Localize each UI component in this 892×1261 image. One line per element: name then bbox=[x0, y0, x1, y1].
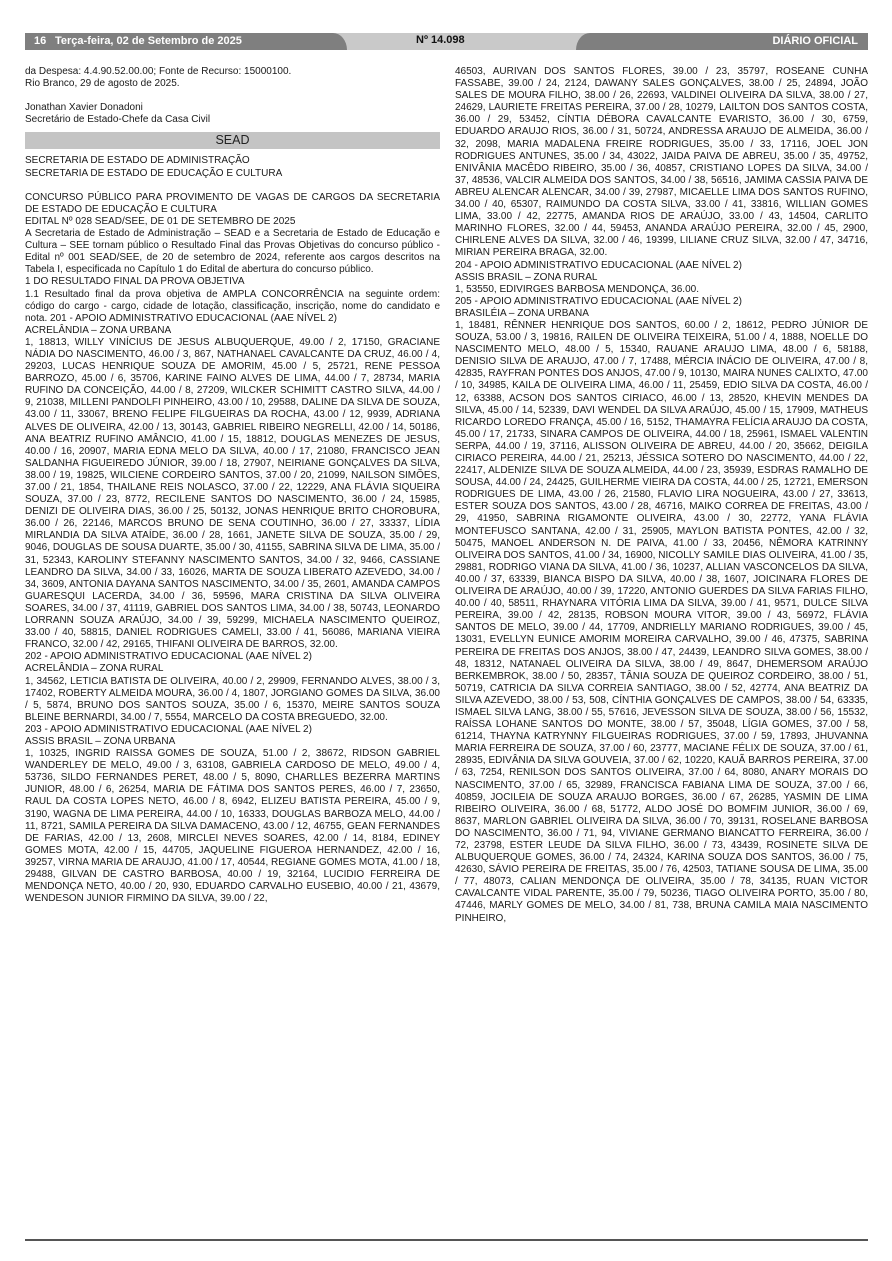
concurso-title: CONCURSO PÚBLICO PARA PROVIMENTO DE VAGAS DE CARGOS DA SECRETARIA DE ESTADO DE EDUCAÇÃO E CULTURA bbox=[25, 191, 440, 215]
right-column bbox=[455, 66, 868, 925]
zone-label: ACRELÂNDIA – ZONA RURAL bbox=[25, 663, 164, 675]
page-number: 16 bbox=[34, 35, 47, 47]
zone-label: BRASILÉIA – ZONA URBANA bbox=[455, 307, 589, 319]
org-line-sead: SECRETARIA DE ESTADO DE ADMINISTRAÇÃO bbox=[25, 155, 250, 167]
candidate-list: 1, 34562, LETICIA BATISTA DE OLIVEIRA, 40.00 / 2, 29909, FERNANDO ALVES, 38.00 / 3, 17402, ROBERTY ALMEIDA MOURA, 36.00 / 4, 1807, JORGIANO GOMES DA SILVA, 36.00 / 5, 5874, BRUNO DOS SANTOS SOUZA, 35.00 / 6, 15370, MEIRE SANTOS SOUZA BLEINE BERNARDI, 34.00 / 7, 5554, MARCELO DA COSTA BREGUEDO, 32.00. bbox=[25, 675, 440, 723]
candidate-list: 1, 53550, EDIVIRGES BARBOSA MENDONÇA, 36.00. bbox=[455, 283, 699, 295]
signer-role: Secretário de Estado-Chefe da Casa Civil bbox=[25, 114, 211, 126]
intro-paragraph: A Secretaria de Estado de Administração – SEAD e a Secretaria de Estado de Educação e Cultura – SEE tornam público o Resultado Final das Provas Objetivas do concurso público - Edital nº 001 SEAD/SEE, de 20 de setembro de 2024, referente aos cargos descritos na Tabela I, especificada no Capítulo 1 do Edital de abertura do concurso público. bbox=[25, 228, 440, 276]
candidate-list: 46503, AURIVAN DOS SANTOS FLORES, 39.00 / 23, 35797, ROSEANE CUNHA FASSABE, 39.00 / 24, 2124, DAWANY SALES GONÇALVES, 38.00 / 25, 24894, JOÃO SALES DE MOURA FILHO, 38.00 / 26, 22693, VALDINEI OLIVEIRA DA SILVA, 38.00 / 27, 24629, LAURIETE FREITAS PEREIRA, 37.00 / 28, 10279, LAILTON DOS SANTOS COSTA, 36.00 / 29, 53452, CÍNTIA DÉBORA CAVALCANTE EVARISTO, 36.00 / 30, 6759, EDUARDO ARAUJO RIOS, 36.00 / 31, 50724, ANDRESSA ARAUJO DE ALMEIDA, 36.00 / 32, 2098, MARIA MADALENA FREIRE RODRIGUES, 35.00 / 33, 17116, JOEL JON RODRIGUES ANTUNES, 35.00 / 34, 43022, JAIDA PAIVA DE ABREU, 35.00 / 35, 49752, ENIVÂNIA MACÊDO RIBEIRO, 35.00 / 36, 40857, CRISTIANO LOPES DA SILVA, 34.00 / 37, 48536, VALCIR ALMEIDA DOS SANTOS, 34.00 / 38, 56516, JAMIMA CASSIA PAIVA DE ABREU ALENCAR ALENCAR, 34.00 / 39, 27987, MICAELLE LIMA DOS SANTOS RUFINO, 34.00 / 40, 65307, RAIMUNDO DA COSTA SILVA, 33.00 / 41, 33816, WILLIAN GOMES LIMA, 33.00 / 42, 22775, AMANDA RIOS DE ARAÚJO, 33.00 / 43, 14504, CARLITO MARINHO FLORES, 32.00 / 44, 59453, ANANDA ARAÚJO PEREIRA, 32.00 / 45, 2900, CHIRLENE ALVES DA SILVA, 32.00 / 46, 19399, LILIANE CRUZ SILVA, 32.00 / 47, 34716, MIRIAN PEREIRA BRAGA, 32.00. bbox=[455, 66, 868, 259]
candidate-list: 1, 10325, INGRID RAISSA GOMES DE SOUZA, 51.00 / 2, 38672, RIDSON GABRIEL WANDERLEY DE MELO, 49.00 / 3, 63108, GABRIELA CARDOSO DE MELO, 49.00 / 4, 53736, SILDO FERNANDES PERET, 48.00 / 5, 8090, CHARLLES BEZERRA MARTINS JUNIOR, 48.00 / 6, 26254, MARIA DE FÁTIMA DOS SANTOS PERES, 46.00 / 7, 23650, RAUL DA COSTA LOPES NETO, 46.00 / 8, 6942, ELIZEU BATISTA PEREIRA, 45.00 / 9, 3190, WAGNA DE LIMA PEREIRA, 44.00 / 10, 16333, DOUGLAS BARBOZA MELO, 44.00 / 11, 8721, SAMILA PEREIRA DA SILVA DAMACENO, 43.00 / 12, 46755, GEAN FERNANDES DE FARIAS, 42.00 / 13, 2608, MIRCLEI NEVES SOARES, 42.00 / 14, 8184, EDINEY GOMES MOTA, 42.00 / 15, 44705, JAQUELINE FIGUEROA HERNANDEZ, 42.00 / 16, 39257, VIRNA MARIA DE ARAUJO, 41.00 / 17, 40544, REGIANE GOMES MOTA, 41.00 / 18, 29488, GILVAN DE CASTRO BARBOSA, 40.00 / 19, 32164, LUCIDIO FERREIRA DE MENDONÇA NETO, 40.00 / 20, 930, EDUARDO CARVALHO EUSEBIO, 40.00 / 21, 43679, WENDESON JUNIOR FIRMINO DA SILVA, 39.00 / 22, bbox=[25, 748, 440, 905]
candidate-list: 1, 18813, WILLY VINÍCIUS DE JESUS ALBUQUERQUE, 49.00 / 2, 17150, GRACIANE NÁDIA DO NASCIMENTO, 46.00 / 3, 867, NATHANAEL CAVALCANTE DA CRUZ, 46.00 / 4, 29203, LUCAS HENRIQUE SOUZA DE AMORIM, 45.00 / 5, 25721, RENE PESSOA BARROZO, 45.00 / 6, 35706, KARINE FAINO ALVES DE LIMA, 44.00 / 7, 28734, MARIA RUFINO DA CONCEIÇÃO, 44.00 / 8, 27209, WILCKER SCHIMITT CASTRO SILVA, 44.00 / 9, 21038, MILLENI PANDOLFI PINHEIRO, 43.00 / 10, 29588, DALINE DA SILVA DE SOUZA, 43.00 / 11, 33067, BRENO FELIPE FILGUEIRAS DA ROCHA, 43.00 / 12, 9939, ADRIANA ALVES DE OLIVEIRA, 42.00 / 13, 30143, GABRIEL RIBEIRO NEGRELLI, 42.00 / 14, 50186, ANA BEATRIZ RUFINO AMÂNCIO, 41.00 / 15, 18812, DOUGLAS MENEZES DE JESUS, 40.00 / 16, 20907, MARIA EDNA MELO DA SILVA, 40.00 / 17, 21080, FRANCISCO JEAN SALDANHA FIGUEIREDO JÚNIOR, 39.00 / 18, 27907, NEIRIANE GONÇALVES DA SILVA, 38.00 / 19, 19825, WILCIENE CORDEIRO SANTOS, 37.00 / 20, 21099, NAILSON SIMÕES, 37.00 / 21, 1854, THAILANE REIS NOLASCO, 37.00 / 22, 12229, ANA FLÁVIA SIQUEIRA SOUZA, 37.00 / 23, 8772, RECILENE SANTOS DO NASCIMENTO, 36.00 / 24, 15985, DENIZI DE OLIVEIRA DIAS, 36.00 / 25, 50132, JONAS HENRIQUE BRITO CHOROBURA, 36.00 / 26, 22146, MARCOS BRUNO DE SENA COUTINHO, 36.00 / 27, 33337, LÍDIA MIRLANDIA DA SILVA ATAÍDE, 36.00 / 28, 1661, JANETE SILVA DE SOUZA, 35.00 / 29, 9046, DOUGLAS DE SOUSA DUARTE, 35.00 / 30, 41155, SABRINA SILVA DE LIMA, 35.00 / 31, 52343, KAROLINY STEFANNY NASCIMENTO SANTOS, 34.00 / 32, 9466, CASSIANE LEANDRO DA SILVA, 34.00 / 33, 16026, MARTA DE SOUZA LIBERATO AZEVEDO, 34.00 / 34, 3609, ANTONIA DAYANA SANTOS NASCIMENTO, 34.00 / 35, 2601, AMANDA CAMPOS GUARESQUI LACERDA, 34.00 / 36, 59596, MARA CRISTINA DA SILVA OLIVEIRA SOARES, 34.00 / 37, 41119, GABRIEL DOS SANTOS LIMA, 34.00 / 38, 50743, LEONARDO LORRANN SOUZA ARAÚJO, 34.00 / 39, 59299, MICHAELA NASCIMENTO QUEIROZ, 33.00 / 40, 58815, DANIEL RODRIGUES CAMELI, 33.00 / 41, 56086, MARIANA VIEIRA FRANCO, 32.00 / 42, 29165, THIFANI OLIVEIRA DE BARROS, 32.00. bbox=[25, 336, 440, 651]
place-date-line: Rio Branco, 29 de agosto de 2025. bbox=[25, 78, 180, 90]
zone-label: ACRELÂNDIA – ZONA URBANA bbox=[25, 324, 172, 336]
candidate-list: 1, 18481, RÊNNER HENRIQUE DOS SANTOS, 60.00 / 2, 18612, PEDRO JÚNIOR DE SOUZA, 53.00 / 3, 19816, RAILEN DE OLIVEIRA TEIXEIRA, 51.00 / 4, 1888, NOELLE DO NASCIMENTO MELO, 48.00 / 5, 15340, RAUANE ARAUJO LIMA, 48.00 / 6, 58188, DENISIO SILVA DE ARAUJO, 47.00 / 7, 17488, MÉRCIA INÁCIO DE OLIVEIRA, 47.00 / 8, 42835, RAYFRAN PONTES DOS ANJOS, 47.00 / 9, 10130, MAIRA NUNES CALIXTO, 47.00 / 10, 34985, KAILA DE OLIVEIRA LIMA, 46.00 / 11, 25459, EDIO SILVA DA COSTA, 46.00 / 12, 63388, ACSON DOS SANTOS CIRIACO, 46.00 / 13, 28520, KHEVIN MENDES DA SILVA, 45.00 / 14, 52339, DAVI WENDEL DA SILVA ARAÚJO, 45.00 / 15, 17909, MATHEUS RICARDO LOREDO FRANÇA, 45.00 / 16, 5152, THAMAYRA FELÍCIA ARAUJO DA COSTA, 45.00 / 17, 21733, SINARA CAMPOS DE OLIVEIRA, 44.00 / 18, 25961, ISMAEL VALENTIN SERPA, 44.00 / 19, 37116, ALISSON OLIVEIRA DE ABREU, 44.00 / 20, 35662, DEIGILA CIRIACO PEREIRA, 44.00 / 21, 25213, JÉSSICA SOTERO DO NASCIMENTO, 44.00 / 22, 22417, ALDENIZE SILVA DE SOUZA ALMEIDA, 44.00 / 23, 35939, ESDRAS RAMALHO DE SOUSA, 44.00 / 24, 24425, GUILHERME VIEIRA DA COSTA, 44.00 / 25, 12721, EMERSON RODRIGUES DE LIMA, 43.00 / 26, 21580, FLAVIO LIRA NOGUEIRA, 43.00 / 27, 33613, ESTER SOUZA DOS SANTOS, 43.00 / 28, 46716, MAIKO CORREA DE FREITAS, 43.00 / 29, 41950, SABRINA RIGAMONTE OLIVEIRA, 43.00 / 30, 22772, YANA FLÁVIA MONTEFUSCO SANTANA, 42.00 / 31, 25905, MAYLON BATISTA PONTES, 42.00 / 32, 50475, MANOEL ANDERSON N. DE PAIVA, 41.00 / 33, 20456, NÊMORA KATRINNY OLIVEIRA DOS SANTOS, 41.00 / 34, 16900, NICOLLY SAMILE DIAS OLIVEIRA, 41.00 / 35, 29881, RODRIGO VIANA DA SILVA, 41.00 / 36, 10237, ALLIAN VASCONCELOS DA SILVA, 40.00 / 37, 63339, BIANCA BISPO DA SILVA, 40.00 / 38, 1607, JOICINARA FLORES DE OLIVEIRA DE ARAÚJO, 40.00 / 39, 17220, ANTONIO GUERDES DA SILVA FARIAS FILHO, 40.00 / 40, 58511, RHAYNARA VITÓRIA LIMA DA SILVA, 39.00 / 41, 9571, DULCE SILVA PEREIRA, 39.00 / 42, 28135, ROBSON MOURA VITOR, 39.00 / 43, 56972, FLÁVIA SANTOS DE MELO, 39.00 / 44, 17709, ANDRIELLY MARIANO RODRIGUES, 39.00 / 45, 13031, EVELLYN EUNICE AMORIM MOREIRA CARVALHO, 39.00 / 46, 47375, SABRINA PEREIRA DE FREITAS DOS ANJOS, 38.00 / 47, 24439, LEANDRO SILVA GOMES, 38.00 / 48, 18312, NATANAEL OLIVEIRA DA SILVA, 38.00 / 49, 8647, DHEMERSOM ARAÚJO BERKEMBROK, 38.00 / 50, 28357, TÂNIA SOUZA DE QUEIROZ CORDEIRO, 38.00 / 51, 50719, CATRICIA DA SILVA CORREIA SANTIAGO, 38.00 / 52, 42774, ANA BEATRIZ DA SILVA AZEVEDO, 38.00 / 53, 508, CÍNTHIA GONÇALVES DE CAMPOS, 38.00 / 54, 63335, ISMAEL SILVA LANG, 38.00 / 55, 57616, JEVESSON SILVA DE SOUZA, 38.00 / 56, 15532, RAÍSSA LOHANE SANTOS DO MONTE, 38.00 / 57, 35048, LÍGIA GOMES, 37.00 / 58, 61214, THAYNA KATRYNNY FILGUEIRAS RODRIGUES, 37.00 / 59, 17893, JHUVANNA MARIA FERREIRA DE SOUZA, 37.00 / 60, 23777, MACIANE FÉLIX DE SOUZA, 37.00 / 61, 28935, EDIVÂNIA DA SILVA GOUVEIA, 37.00 / 62, 10220, KAUÃ BARROS PEREIRA, 37.00 / 63, 7254, RENILSON DOS SANTOS OLIVEIRA, 37.00 / 64, 8080, ANARY MORAIS DO NASCIMENTO, 37.00 / 65, 32989, FRANCISCA FABIANA LIMA DE SOUZA, 37.00 / 66, 40859, JOCILEIA DE SOUZA ARAUJO BORGES, 36.00 / 67, 26285, YASMIN DE LIMA RIBEIRO OLIVEIRA, 36.00 / 68, 51772, ALDO JOSÉ DO BOMFIM JUNIOR, 36.00 / 69, 8637, MARLON GABRIEL OLIVEIRA DA SILVA, 36.00 / 70, 39131, ROSELANE BARBOSA DO NASCIMENTO, 36.00 / 71, 94, VIVIANE GERMANO BIANCATTO FERREIRA, 36.00 / 72, 23798, ESTER LEUDE DA SILVA FILHO, 36.00 / 73, 43439, ROSINETE SILVA DE ALBUQUERQUE GOMES, 36.00 / 74, 24324, KARINA SOUZA DOS SANTOS, 36.00 / 75, 42630, SÁVIO PEREIRA DE FREITAS, 35.00 / 76, 42503, TATIANE SOUSA DE LIMA, 35.00 / 77, 48073, CALIAN MENDONÇA DE OLIVEIRA, 35.00 / 78, 34135, RUAN VICTOR CAVALCANTE VIDAL PARENTE, 35.00 / 79, 50236, TIAGO OLIVEIRA PORTO, 35.00 / 80, 47446, MARLY GOMES DE MELO, 34.00 / 81, 738, BRUNA CAMILA MAIA NASCIMENTO PINHEIRO, bbox=[455, 319, 868, 924]
zone-label: ASSIS BRASIL – ZONA URBANA bbox=[25, 735, 176, 747]
left-column bbox=[25, 66, 440, 905]
footer-rule bbox=[25, 1239, 868, 1241]
cargo-heading: 203 - APOIO ADMINISTRATIVO EDUCACIONAL (AAE NÍVEL 2) bbox=[25, 723, 312, 735]
item-paragraph: 1.1 Resultado final da prova objetiva de AMPLA CONCORRÊNCIA na seguinte ordem: código do cargo - cargo, cidade de lotação, classificação, inscrição, nome do candidato e nota. 201 - APOIO ADMINISTRATIVO EDUCACIONAL (AAE NÍVEL 2) bbox=[25, 288, 440, 324]
cargo-heading: 202 - APOIO ADMINISTRATIVO EDUCACIONAL (AAE NÍVEL 2) bbox=[25, 651, 312, 663]
signer-name: Jonathan Xavier Donadoni bbox=[25, 102, 143, 114]
newspaper-title: DIÁRIO OFICIAL bbox=[772, 35, 858, 47]
section-header-sead: SEAD bbox=[25, 132, 440, 149]
edital-title: EDITAL Nº 028 SEAD/SEE, DE 01 DE SETEMBRO DE 2025 bbox=[25, 215, 296, 227]
issue-date: Terça-feira, 02 de Setembro de 2025 bbox=[55, 35, 242, 47]
cargo-heading: 205 - APOIO ADMINISTRATIVO EDUCACIONAL (AAE NÍVEL 2) bbox=[455, 295, 742, 307]
zone-label: ASSIS BRASIL – ZONA RURAL bbox=[455, 271, 598, 283]
org-line-see: SECRETARIA DE ESTADO DE EDUCAÇÃO E CULTURA bbox=[25, 167, 283, 179]
page-header bbox=[25, 33, 868, 50]
cargo-heading: 204 - APOIO ADMINISTRATIVO EDUCACIONAL (AAE NÍVEL 2) bbox=[455, 259, 742, 271]
budget-line: da Despesa: 4.4.90.52.00.00; Fonte de Recurso: 15000100. bbox=[25, 66, 292, 77]
issue-number: Nº 14.098 bbox=[416, 34, 465, 46]
item-heading: 1 DO RESULTADO FINAL DA PROVA OBJETIVA bbox=[25, 276, 245, 288]
